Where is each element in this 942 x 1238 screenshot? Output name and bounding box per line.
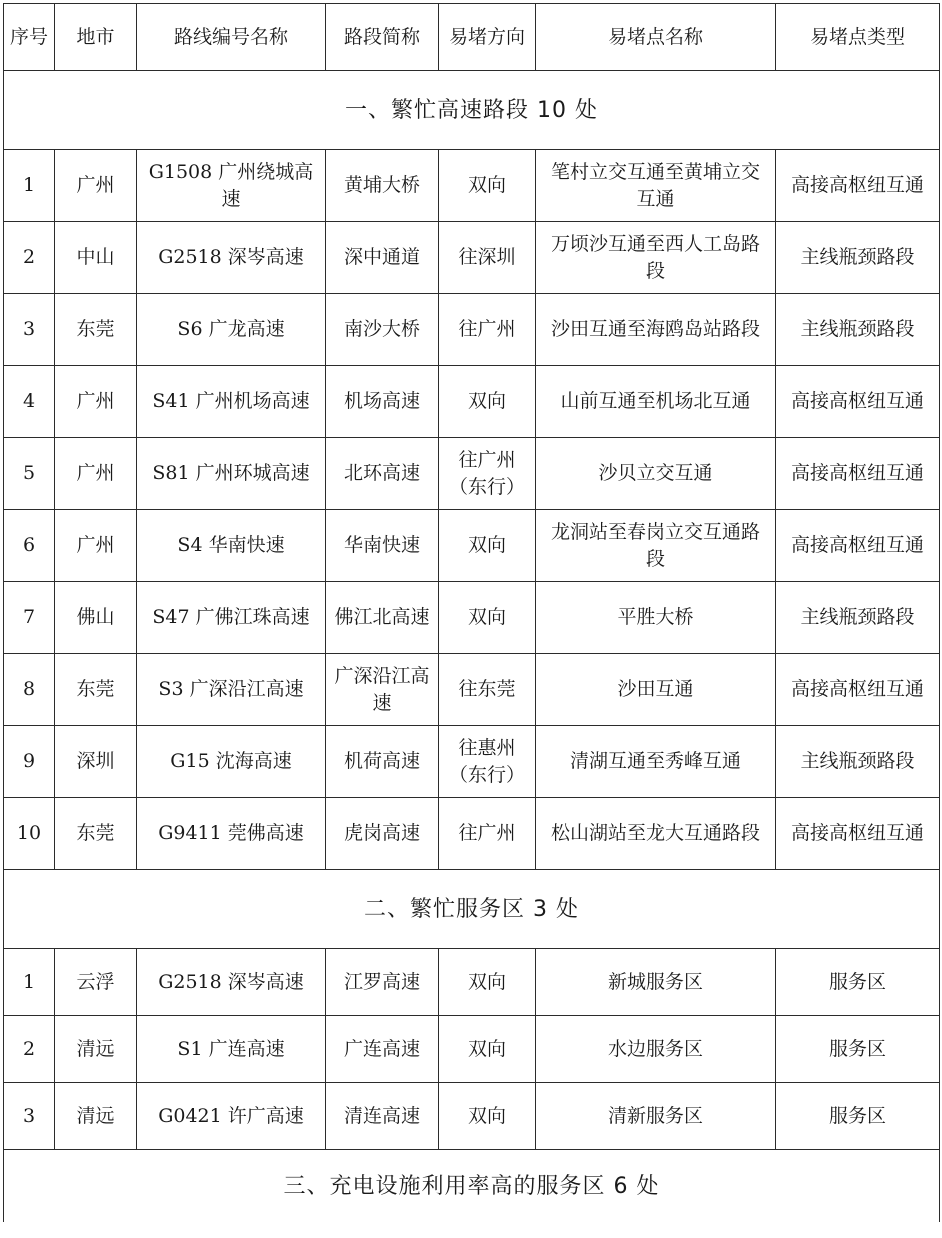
table-row [4, 798, 940, 870]
cell-segment: 清连高速 [326, 1083, 439, 1150]
table-header-row [4, 4, 940, 71]
cell-direction: 往惠州（东行） [439, 726, 536, 798]
table-row [4, 438, 940, 510]
cell-index: 5 [4, 438, 55, 510]
header-city: 地市 [55, 4, 137, 71]
cell-index: 2 [4, 222, 55, 294]
table-row [4, 949, 940, 1016]
cell-point-type: 高接高枢纽互通 [776, 798, 940, 870]
cell-index: 2 [4, 1016, 55, 1083]
cell-index: 8 [4, 654, 55, 726]
header-direction: 易堵方向 [439, 4, 536, 71]
cell-direction: 双向 [439, 510, 536, 582]
cell-index: 6 [4, 510, 55, 582]
cell-city: 佛山 [55, 582, 137, 654]
cell-index: 3 [4, 1083, 55, 1150]
cell-point-name: 山前互通至机场北互通 [536, 366, 776, 438]
cell-segment: 机场高速 [326, 366, 439, 438]
cell-city: 东莞 [55, 798, 137, 870]
cell-direction: 双向 [439, 582, 536, 654]
cell-point-type: 高接高枢纽互通 [776, 366, 940, 438]
cell-direction: 往广州 [439, 294, 536, 366]
cell-index: 1 [4, 150, 55, 222]
cell-index: 10 [4, 798, 55, 870]
congestion-points-table [3, 3, 940, 1222]
section-title: 三、充电设施利用率高的服务区 6 处 [4, 1150, 940, 1223]
table-row [4, 222, 940, 294]
cell-city: 广州 [55, 150, 137, 222]
header-point-name: 易堵点名称 [536, 4, 776, 71]
cell-city: 深圳 [55, 726, 137, 798]
cell-city: 广州 [55, 366, 137, 438]
cell-point-name: 沙田互通 [536, 654, 776, 726]
cell-route: G2518 深岑高速 [137, 949, 326, 1016]
cell-point-name: 万顷沙互通至西人工岛路段 [536, 222, 776, 294]
cell-segment: 佛江北高速 [326, 582, 439, 654]
cell-route: S81 广州环城高速 [137, 438, 326, 510]
cell-point-name: 龙洞站至春岗立交互通路段 [536, 510, 776, 582]
header-index: 序号 [4, 4, 55, 71]
section-title: 二、繁忙服务区 3 处 [4, 870, 940, 949]
table-row [4, 1016, 940, 1083]
cell-index: 3 [4, 294, 55, 366]
cell-point-name: 松山湖站至龙大互通路段 [536, 798, 776, 870]
cell-point-type: 主线瓶颈路段 [776, 222, 940, 294]
section-row [4, 870, 940, 949]
cell-route: G1508 广州绕城高速 [137, 150, 326, 222]
cell-segment: 南沙大桥 [326, 294, 439, 366]
cell-city: 东莞 [55, 654, 137, 726]
table-row [4, 150, 940, 222]
cell-city: 云浮 [55, 949, 137, 1016]
cell-direction: 往广州 [439, 798, 536, 870]
table-row [4, 294, 940, 366]
table-row [4, 510, 940, 582]
cell-city: 广州 [55, 510, 137, 582]
cell-route: S47 广佛江珠高速 [137, 582, 326, 654]
cell-point-type: 主线瓶颈路段 [776, 294, 940, 366]
table-row [4, 582, 940, 654]
table-row [4, 654, 940, 726]
cell-point-type: 主线瓶颈路段 [776, 726, 940, 798]
cell-route: G15 沈海高速 [137, 726, 326, 798]
cell-point-type: 服务区 [776, 1083, 940, 1150]
cell-point-type: 主线瓶颈路段 [776, 582, 940, 654]
table-row [4, 1083, 940, 1150]
section-row [4, 71, 940, 150]
cell-point-name: 平胜大桥 [536, 582, 776, 654]
cell-city: 清远 [55, 1016, 137, 1083]
cell-direction: 双向 [439, 366, 536, 438]
cell-point-name: 水边服务区 [536, 1016, 776, 1083]
cell-segment: 虎岗高速 [326, 798, 439, 870]
cell-segment: 华南快速 [326, 510, 439, 582]
cell-route: S1 广连高速 [137, 1016, 326, 1083]
cell-route: S3 广深沿江高速 [137, 654, 326, 726]
section-row [4, 1150, 940, 1223]
cell-point-type: 高接高枢纽互通 [776, 510, 940, 582]
table-row [4, 366, 940, 438]
cell-segment: 江罗高速 [326, 949, 439, 1016]
cell-direction: 双向 [439, 1016, 536, 1083]
cell-point-name: 笔村立交互通至黄埔立交互通 [536, 150, 776, 222]
table-row [4, 726, 940, 798]
cell-segment: 北环高速 [326, 438, 439, 510]
cell-segment: 深中通道 [326, 222, 439, 294]
cell-city: 广州 [55, 438, 137, 510]
cell-point-name: 沙田互通至海鸥岛站路段 [536, 294, 776, 366]
cell-point-type: 服务区 [776, 1016, 940, 1083]
cell-direction: 往广州（东行） [439, 438, 536, 510]
header-point-type: 易堵点类型 [776, 4, 940, 71]
cell-point-type: 高接高枢纽互通 [776, 438, 940, 510]
cell-segment: 广连高速 [326, 1016, 439, 1083]
cell-segment: 机荷高速 [326, 726, 439, 798]
cell-route: G9411 莞佛高速 [137, 798, 326, 870]
cell-city: 东莞 [55, 294, 137, 366]
cell-point-type: 高接高枢纽互通 [776, 150, 940, 222]
cell-point-name: 沙贝立交互通 [536, 438, 776, 510]
cell-route: S4 华南快速 [137, 510, 326, 582]
cell-city: 清远 [55, 1083, 137, 1150]
header-segment: 路段简称 [326, 4, 439, 71]
cell-point-name: 新城服务区 [536, 949, 776, 1016]
cell-route: S6 广龙高速 [137, 294, 326, 366]
cell-index: 9 [4, 726, 55, 798]
cell-index: 7 [4, 582, 55, 654]
cell-direction: 往深圳 [439, 222, 536, 294]
cell-point-type: 服务区 [776, 949, 940, 1016]
cell-direction: 双向 [439, 949, 536, 1016]
cell-point-name: 清新服务区 [536, 1083, 776, 1150]
cell-direction: 双向 [439, 150, 536, 222]
section-title: 一、繁忙高速路段 10 处 [4, 71, 940, 150]
cell-index: 1 [4, 949, 55, 1016]
cell-segment: 广深沿江高速 [326, 654, 439, 726]
header-route: 路线编号名称 [137, 4, 326, 71]
cell-index: 4 [4, 366, 55, 438]
cell-route: G0421 许广高速 [137, 1083, 326, 1150]
cell-direction: 往东莞 [439, 654, 536, 726]
cell-city: 中山 [55, 222, 137, 294]
table-body [4, 71, 940, 1223]
cell-segment: 黄埔大桥 [326, 150, 439, 222]
cell-point-type: 高接高枢纽互通 [776, 654, 940, 726]
cell-route: G2518 深岑高速 [137, 222, 326, 294]
cell-point-name: 清湖互通至秀峰互通 [536, 726, 776, 798]
cell-route: S41 广州机场高速 [137, 366, 326, 438]
cell-direction: 双向 [439, 1083, 536, 1150]
